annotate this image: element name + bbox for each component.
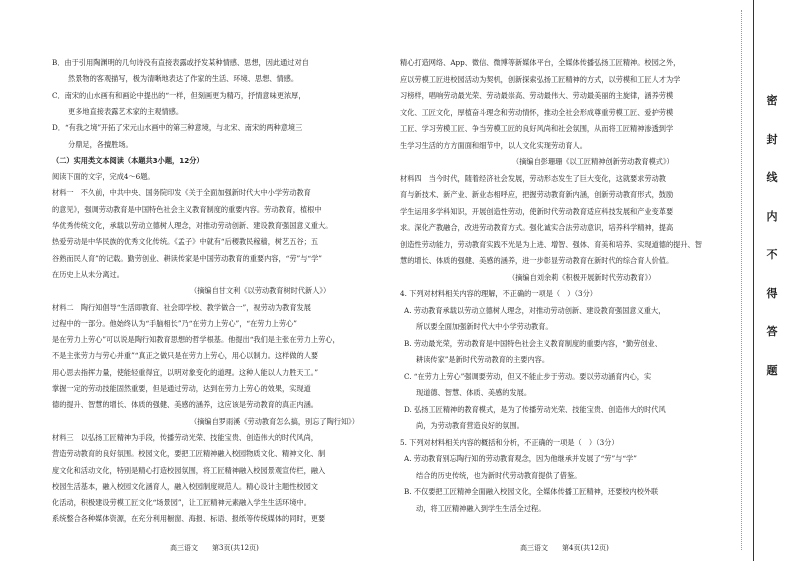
seal-char: 答 bbox=[767, 321, 778, 341]
left-line: 度文化和活动文化，特别是精心打造校园氛围，将工匠精神融入校园景观宣传栏，融入 bbox=[52, 465, 326, 475]
right-line: 创造性劳动能力，劳动教育实践不光是为上进、增智、强体、育美和培养、实现道德的提升、智 bbox=[400, 239, 702, 249]
seal-line-text bbox=[758, 90, 786, 380]
left-line: 阅读下面的文字，完成4～6题。 bbox=[52, 172, 155, 182]
left-line: 用心思去指挥力量，使能轻重得宜，以明对象变化的道理。这种人能以人力胜天工。” bbox=[52, 367, 319, 377]
left-line: 不是主张劳力与劳心并重”“真正之做只是在劳力上劳心，用心以制力。这样做的人要 bbox=[52, 351, 319, 361]
right-line: 慧的增长、体质的强健、美感的涵养，进一步彰显劳动教育在新时代的综合育人价值。 bbox=[400, 256, 674, 265]
right-line: 求。深化产教融合，改进劳动教育方式。强化诚实合法劳动意识，培养科学精神，提高 bbox=[400, 223, 674, 232]
right-line: A. 劳动教育别忘陶行知的劳动教育观念，因为他继承并发展了“劳”与“学” bbox=[404, 454, 637, 463]
left-line: 华优秀传统文化，承载以劳动立德树人理念，对推动劳动创新、建设教育强国意义重大。 bbox=[52, 221, 333, 230]
left-line: 谷熟而民人育”的记载。勤劳创业、耕读传家是中国劳动教育的重要内容，“劳”与“学” bbox=[52, 253, 322, 263]
seal-char: 密 bbox=[767, 90, 778, 110]
left-line: 热爱劳动是中华民族的优秀文化传统。《孟子》中就有“后稷教民稼穑，树艺五谷；五 bbox=[52, 237, 319, 247]
right-line: C. “在劳力上劳心”强调要劳动，但又不能止步于劳动。要以劳动涵育内心，实 bbox=[404, 371, 652, 381]
left-line: （二）实用类文本阅读（本题共3小题，12分） bbox=[52, 155, 204, 165]
right-line: 5. 下列对材料相关内容的概括和分析，不正确的一项是（ ）（3分） bbox=[400, 437, 619, 447]
seal-char: 得 bbox=[767, 283, 778, 303]
right-line: B. 劳动最光荣，劳动教育是中国特色社会主义教育制度的重要内容，“勤劳创业、 bbox=[404, 338, 662, 348]
left-line: B．由于引用陶渊明的几句诗没有直接表露或抒发某种情感、思想，因此通过对自 bbox=[52, 58, 309, 67]
right-line: 应以劳模工匠进校园活动为契机，创新探索弘扬工匠精神的方式，以劳模和工匠人才为学 bbox=[400, 74, 681, 84]
right-line: 学生运用多学科知识，开展创造性劳动，使新时代劳动教育适应科技发展和产业变革要 bbox=[400, 206, 674, 216]
left-line: 系统整合各种媒体资源，在充分利用橱窗、海报、标语、报纸等传统媒体的同时，更要 bbox=[52, 514, 326, 524]
left-line: 校园生活基本，融入校园文化涵育人，融入校园制度规范人。精心设计主题性校园文 bbox=[52, 481, 318, 491]
left-line: 过程中的一部分。他始终认为“手脑相长”乃“在劳力上劳心”，“在劳力上劳心” bbox=[52, 318, 297, 328]
left-line: 然景物的客观描写，极为清晰地表达了作家的生活、环境、思想、情感。 bbox=[68, 74, 299, 84]
right-page bbox=[400, 0, 740, 561]
right-line: D. 弘扬工匠精神的教育模式，是为了传播劳动光荣、技能宝贵、创造伟大的时代风 bbox=[404, 404, 666, 414]
right-line: 所以要全面加强新时代大中小学劳动教育。 bbox=[416, 322, 553, 331]
right-line: 动，将工匠精神融入到学生生活全过程。 bbox=[416, 503, 546, 513]
right-line: （摘编自彭珊珊《以工匠精神创新劳动教育模式》） bbox=[512, 157, 674, 166]
left-line: 更多地直接表露艺术家的主观情感。 bbox=[68, 106, 184, 116]
left-line: 掌握一定的劳动技能固然重要，但是通过劳动，达到在劳力上劳心的效果，实现道 bbox=[52, 384, 311, 393]
left-line: （摘编自甘文利《以劳动教育树时代新人》） bbox=[190, 286, 331, 296]
seal-char: 线 bbox=[767, 167, 778, 187]
left-line: （摘编自罗雨溪《劳动教育怎么搞，别忘了陶行知》） bbox=[190, 416, 359, 426]
right-line: 尚，为劳动教育营造良好的氛围。 bbox=[416, 421, 524, 430]
left-line: D．“有我之境”开拓了宋元山水画中的第三种意境，与北宋、南宋的两种意境三 bbox=[52, 123, 303, 133]
right-footer: 高三语文 第4页(共12页) bbox=[520, 544, 609, 552]
seal-char: 不 bbox=[767, 244, 778, 264]
left-line: 材料二 陶行知倡导“生活即教育、社会即学校、教学做合一”，视劳动为教育发展 bbox=[52, 302, 311, 312]
right-line: 精心打造网络、App、微信、微博等新媒体平台，全媒体传播弘扬工匠精神。校园之外， bbox=[400, 58, 681, 67]
right-line: 工匠、学习劳模工匠、争当劳模工匠的良好风尚和社会氛围，从而将工匠精神渗透到学 bbox=[400, 124, 674, 133]
right-line: 习榜样，唱响劳动最光荣、劳动最崇高、劳动最伟大、劳动最美丽的主旋律，涵养劳模 bbox=[400, 91, 674, 100]
right-line: 耕读传家”是新时代劳动教育的主要内容。 bbox=[416, 355, 550, 364]
right-line: （摘编自刘余莉《积极开展新时代劳动教育》） bbox=[508, 272, 656, 282]
binding-dotted-line bbox=[741, 10, 742, 550]
left-line: 德的提升、智慧的增长、体质的强健、美感的涵养，这应该是劳动教育的真正内涵。 bbox=[52, 400, 318, 410]
right-line: 生学习生活的方方面面和细节中，以人文化实现劳动育人。 bbox=[400, 140, 587, 150]
seal-char: 内 bbox=[767, 206, 778, 226]
right-line: A. 劳动教育承载以劳动立德树人理念，对推动劳动创新、建设教育强国意义重大， bbox=[404, 305, 666, 315]
left-line: C．南宋的山水画有和画论中提出的“一样，但刻画更为精巧，抒情意味更浓厚， bbox=[52, 90, 306, 100]
right-line: 现道德、智慧、体质、美感的发展。 bbox=[416, 388, 532, 397]
left-line: 营造劳动教育的良好氛围。校园文化，要把工匠精神融入校园物质文化、精神文化、制 bbox=[52, 449, 326, 459]
left-line: 材料一 不久前，中共中央、国务院印发《关于全面加强新时代大中小学劳动教育 bbox=[52, 188, 311, 198]
left-line: 分鼎足，各擅胜场。 bbox=[68, 139, 133, 149]
left-line: 材料三 以弘扬工匠精神为手段，传播劳动光荣、技能宝贵、创造伟大的时代风尚， bbox=[52, 432, 318, 442]
right-line: 材料四 当今时代，随着经济社会发展，劳动形态发生了巨大变化，这就要求劳动教 bbox=[400, 173, 666, 183]
right-line: 4. 下列对材料相关内容的理解，不正确的一项是（ ）（3分） bbox=[400, 289, 597, 298]
left-line: 的意见》，强调劳动教育是中国特色社会主义教育制度的重要内容。劳动教育，植根中 bbox=[52, 204, 322, 214]
right-line: 文化、工匠文化，厚植奋斗理念和劳动情怀，推动全社会形成尊重劳模工匠、爱护劳模 bbox=[400, 107, 674, 117]
left-line: 在历史上从未分离过。 bbox=[52, 269, 124, 279]
seal-char: 题 bbox=[767, 360, 778, 380]
left-line: 是在劳力上劳心”可以说是陶行知教育思想的哲学根基。他提出“我们是主张在劳力上劳心， bbox=[52, 335, 340, 345]
right-line: 育与新技术、新产业、新业态相呼应，把握劳动教育新内涵，创新劳动教育形式，鼓励 bbox=[400, 190, 674, 199]
binding-line bbox=[753, 0, 754, 561]
left-footer: 高三语文 第3页(共12页) bbox=[170, 544, 259, 552]
right-line: B. 不仅要把工匠精神全面融入校园文化，全媒体传播工匠精神，还要校内校外联 bbox=[404, 487, 659, 496]
seal-char: 封 bbox=[767, 129, 778, 149]
left-line: 化活动，积极建设劳模工匠文化“场景园”，让工匠精神元素融入学生生活环境中。 bbox=[52, 498, 311, 508]
right-line: 结合的历史传统，也为新时代劳动教育提供了借鉴。 bbox=[416, 470, 582, 480]
